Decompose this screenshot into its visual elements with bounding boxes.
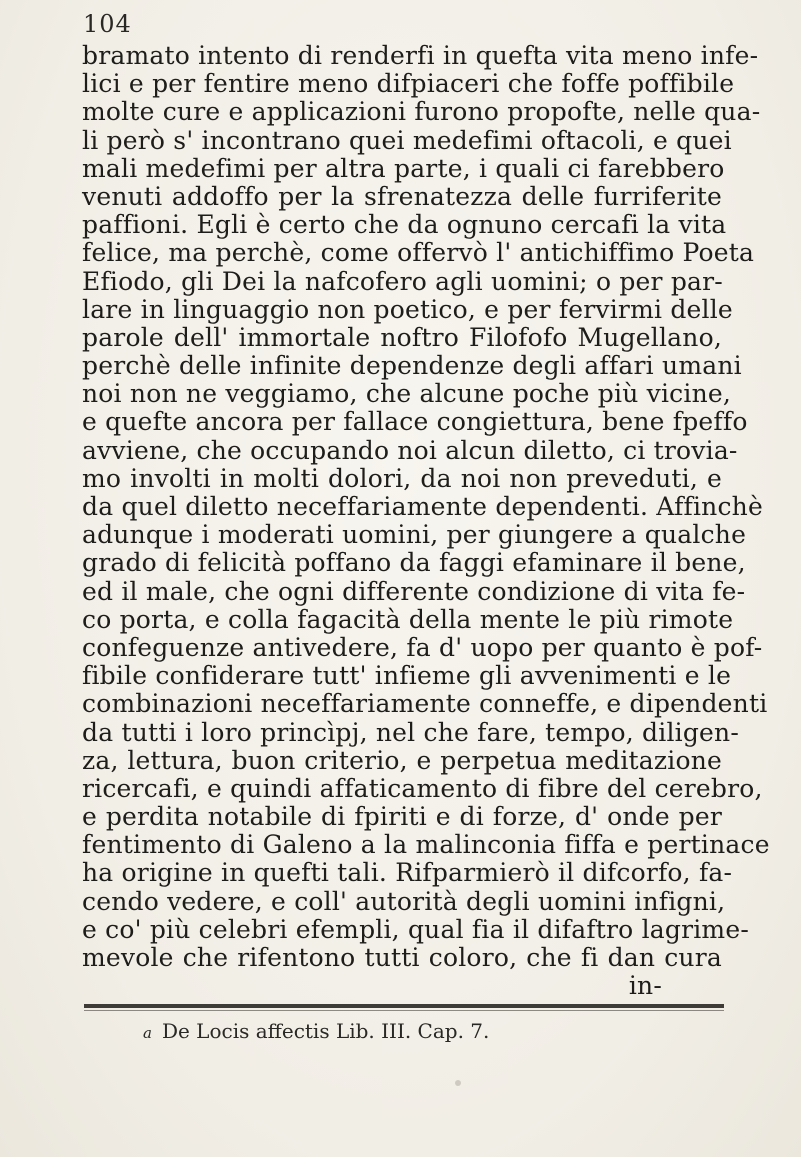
- text-line: felice, ma perchè, come offervò l' antichiffimo Poeta: [82, 238, 755, 268]
- footnote-rule: [84, 1004, 724, 1008]
- text-line: ha origine in quefti tali. Rifparmierò il difcorfo, fa-: [82, 858, 733, 888]
- text-line: confeguenze antivedere, fa d' uopo per quanto è pof-: [82, 632, 763, 662]
- text-line: molte cure e applicazioni furono propofte, nelle qua-: [82, 97, 761, 127]
- text-line: e co' più celebri efempli, qual fia il difaftro lagrime-: [82, 914, 749, 944]
- page-number: 104: [83, 10, 132, 38]
- footnote: [143, 1017, 489, 1047]
- catchword: in-: [628, 971, 662, 1001]
- text-line: lici e per fentire meno difpiaceri che foffe poffibile: [82, 69, 735, 99]
- text-line: da tutti i loro princìpj, nel che fare, tempo, diligen-: [82, 717, 739, 747]
- text-line: cendo vedere, e coll' autorità degli uomini infigni,: [82, 886, 726, 916]
- footnote-mark: a: [143, 1024, 152, 1042]
- text-line: venuti addoffo per la sfrenatezza delle furriferite: [82, 181, 722, 211]
- text-line: adunque i moderati uomini, per giungere a qualche: [82, 520, 747, 550]
- text-line: grado di felicità poffano da faggi efaminare il bene,: [82, 548, 746, 578]
- text-line: combinazioni neceffariamente conneffe, e dipendenti: [82, 689, 768, 719]
- text-line: parole dell' immortale noftro Filofofo Mugellano,: [82, 322, 722, 352]
- text-line: ricercafi, e quindi affaticamento di fibre del cerebro,: [82, 773, 763, 803]
- text-line: Efiodo, gli Dei la nafcofero agli uomini; o per par-: [82, 266, 723, 296]
- footnote-rule-thin: [84, 1010, 724, 1011]
- footnote-text: De Locis affectis Lib. III. Cap. 7.: [161, 1019, 490, 1043]
- text-line: e quefte ancora per fallace congiettura, bene fpeffo: [82, 407, 748, 437]
- text-line: avviene, che occupando noi alcun diletto, ci trovia-: [82, 435, 738, 465]
- text-line: da quel diletto neceffariamente dependenti. Affinchè: [82, 492, 763, 521]
- text-line: fibile confiderare tutt' infieme gli avvenimenti e le: [82, 661, 732, 691]
- text-line: fentimento di Galeno a la malinconia fiffa e pertinace: [82, 830, 770, 860]
- text-line: ed il male, che ogni differente condizione di vita fe-: [82, 576, 746, 606]
- text-line: lare in linguaggio non poetico, e per fervirmi delle: [82, 294, 733, 324]
- text-line: mo involti in molti dolori, da noi non preveduti, e: [82, 463, 722, 493]
- body-text: [82, 41, 770, 1001]
- text-line: e perdita notabile di fpiriti e di forze, d' onde per: [82, 802, 722, 832]
- text-line: perchè delle infinite dependenze degli affari umani: [82, 351, 742, 381]
- text-line: za, lettura, buon criterio, e perpetua meditazione: [82, 745, 722, 775]
- text-line: bramato intento di renderfi in quefta vita meno infe-: [82, 41, 759, 70]
- ink-spot: [455, 1080, 461, 1086]
- text-line: mevole che rifentono tutti coloro, che fi dan cura: [82, 943, 722, 972]
- text-line: paffioni. Egli è certo che da ognuno cercafi la vita: [82, 210, 727, 240]
- text-line: li però s' incontrano quei medefimi oftacoli, e quei: [82, 125, 732, 155]
- text-line: co porta, e colla fagacità della mente le più rimote: [82, 604, 734, 634]
- text-line: noi non ne veggiamo, che alcune poche più vicine,: [82, 379, 732, 409]
- text-line: mali medefimi per altra parte, i quali ci farebbero: [82, 153, 725, 183]
